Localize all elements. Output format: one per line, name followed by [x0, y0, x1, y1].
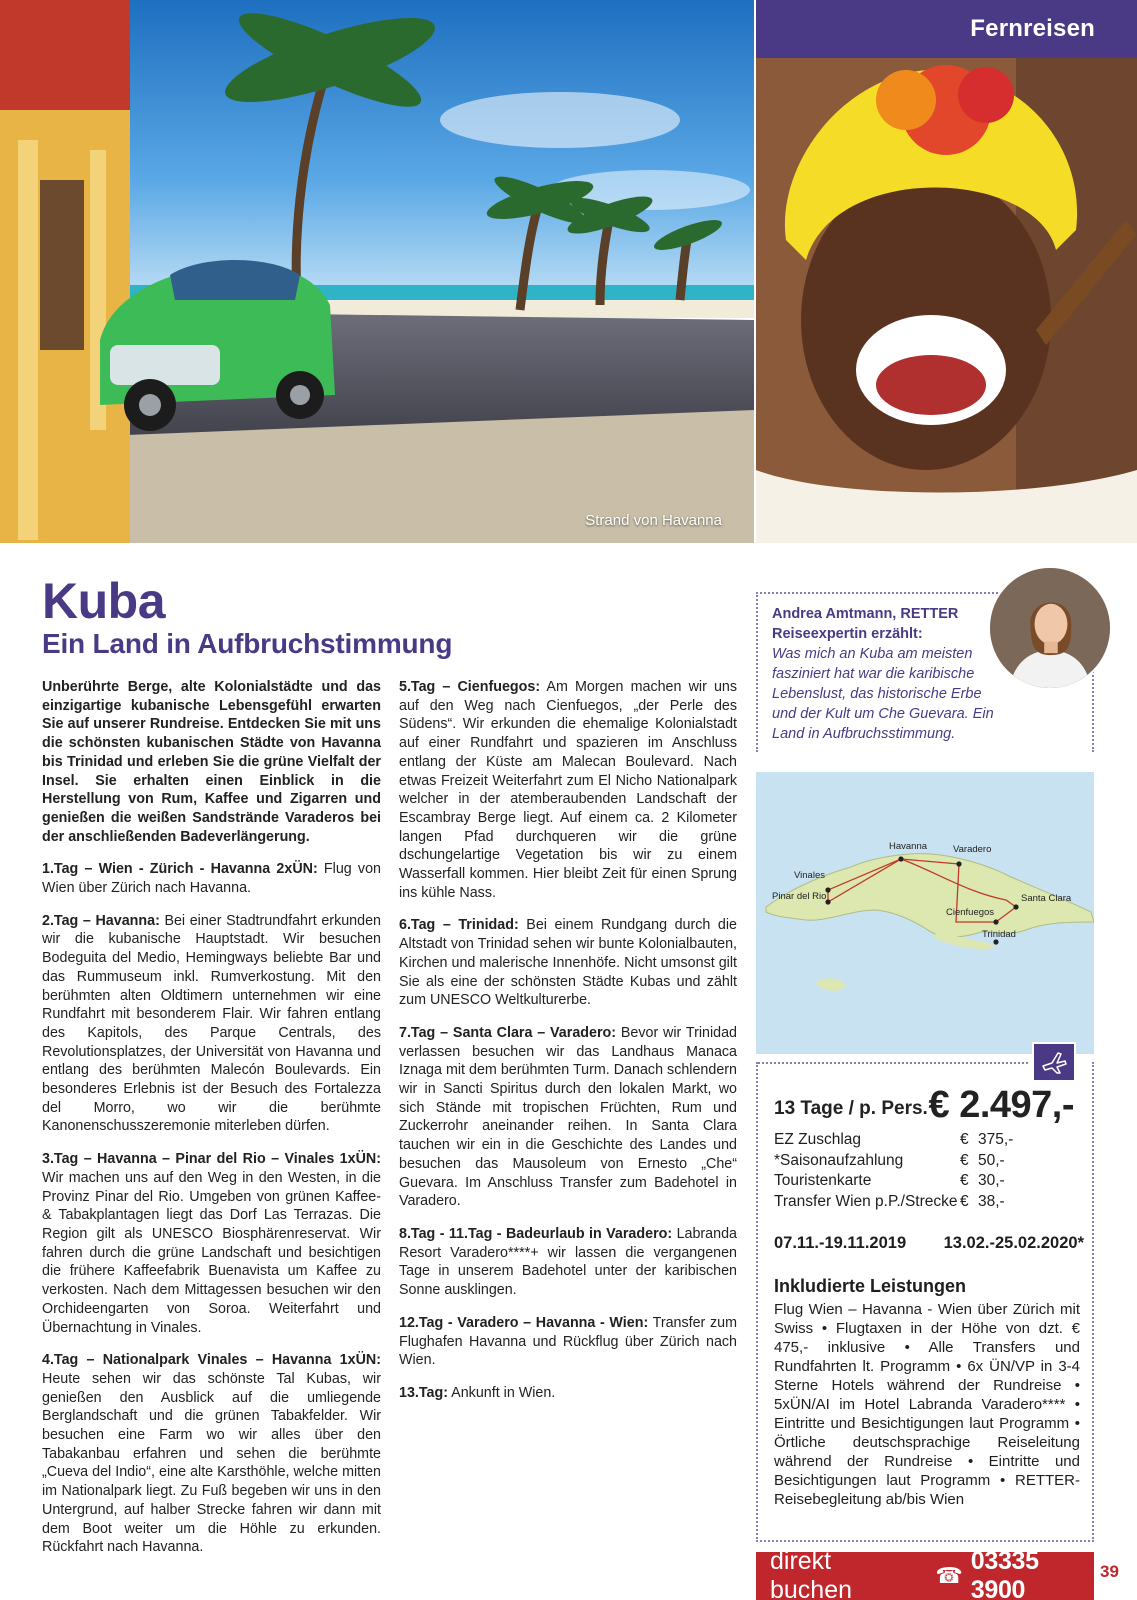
itinerary-day: 2.Tag – Havanna: Bei einer Stadtrundfahrt erkunden wir die kubanische Hauptstadt. Wir besuchen Bodeguita del Medio, Hemingways beliebte Bar und das Rummuseum inkl. Rumverkostung. Mit den berühmten alten Oldtimern unternehmen wir eine Rundfahrt mit besonderem Flair. Wir fahren entlang des Kapitols, des Parque Centrals, des Revolutionsplatzes, der Universität von Havanna und entlang des berühmten Malecón Boulevards. Ein besonderes Erlebnis ist der Besuch des Fortalezza del Morro, wo wir die berühmte Kanonenschusszeremonie miterleben dürfen. [42, 912, 381, 1135]
intro-paragraph: Unberührte Berge, alte Kolonialstädte und das einzigartige kubanische Lebensgefühl erwarten Sie auf unserer Rundreise. Entdecken Sie mit uns die schönsten kubanischen Städte von Havanna bis Trinidad und erleben Sie die grüne Vielfalt der Insel. Sie erhalten einen Einblick in die Herstellung von Rum, Kaffee und Zigarren und genießen die weißen Sandstrände Varaderos bei der anschließenden Badeverlängerung. [42, 679, 381, 845]
map-city-label: Pinar del Rio [772, 891, 827, 902]
expert-avatar [988, 566, 1112, 690]
expert-text [772, 604, 1000, 744]
expert-role: Reiseexpertin erzählt: [772, 626, 923, 642]
map-city-label: Trinidad [982, 929, 1016, 940]
booking-bar[interactable] [756, 1547, 1094, 1600]
booking-label[interactable]: direkt buchen [770, 1547, 853, 1600]
itinerary-day: 6.Tag – Trinidad: Bei einem Rundgang durch die Altstadt von Trinidad sehen wir bunte Kolonialbauten, Kirchen und malerische Innenhöfe. Nicht umsonst gilt Sie als eine der schönsten Städte Kubas und zählt zum UNESCO Weltkulturerbe. [399, 917, 737, 1009]
section-tab: Fernreisen [756, 0, 1137, 58]
cuba-route-map [756, 772, 1094, 1054]
map-city-label: Vinales [794, 870, 825, 881]
article-column-2 [399, 678, 737, 1417]
havana-beach-photo [0, 0, 754, 543]
map-city-label: Cienfuegos [946, 907, 995, 918]
fee-row: Transfer Wien p.P./Strecke € 38,- [774, 1192, 1005, 1210]
included-text: Flug Wien – Havanna - Wien über Zürich mit Swiss • Flugtaxen in der Höhe von dzt. € 475,- inklusive • Alle Transfers und Rundfahrten lt. Programm • 6x ÜN/VP in 3-4 Sterne Hotels während der Rundreise • 5xÜN/AI im Hotel Labranda Varadero**** • Eintritte und Besichtigungen laut Programm • Örtliche deutschsprachige Reiseleitung während der Rundreise • Eintritte und Besichtigungen laut Programm • RETTER-Reisebegleitung ab/bis Wien [774, 1301, 1080, 1508]
included-title: Inkludierte Leistungen [774, 1276, 967, 1296]
map-city-label: Santa Clara [1021, 893, 1072, 904]
expert-name: Andrea Amtmann, RETTER [772, 606, 959, 622]
itinerary-day: 13.Tag: Ankunft in Wien. [399, 1384, 556, 1401]
fee-row: EZ Zuschlag € 375,- [774, 1131, 1014, 1148]
travel-date-2: 13.02.-25.02.2020* [943, 1234, 1084, 1252]
itinerary-day: 3.Tag – Havanna – Pinar del Rio – Vinales 1xÜN: Wir machen uns auf den Weg in den Westen, in die Provinz Pinar del Rio. Umgeben von grünen Kaffee- & Tabakplantagen liegt das Dorf Las Terrazas. Die Region gilt als UNESCO Biosphärenreservat. Wir fahren durch die grüne Landschaft und besichtigen die frühere Kaffeefabrik Buenavista um Kaffee zu verkosten. Nach dem Mittagessen besuchen wir den Orchideengarten von Soroa. Weiterfahrt und Übernachtung in Vinales. [42, 1151, 381, 1336]
itinerary-day: 5.Tag – Cienfuegos: Am Morgen machen wir uns auf den Weg nach Cienfuegos, „der Perle des Südens“. Wir erkunden die ehemalige Kolonialstadt auf einer Rundfahrt und spazieren im Anschluss entlang der Küste am Malecan Boulevard. Nach etwas Freizeit Weiterfahrt zum El Nicho Nationalpark welcher in der atemberaubenden Landschaft der Escambray Berge liegt. Auf einem ca. 2 Kilometer langen Pfad durchqueren wir die grüne dschungelartige Vegetation bis wir zu einem Wasserfall kommen. Hier bleibt Zeit für einen Sprung ins kühle Nass. [399, 679, 738, 901]
travel-date-1: 07.11.-19.11.2019 [774, 1234, 907, 1252]
fee-row: *Saisonaufzahlung € 50,- [774, 1151, 1005, 1169]
map-city-label: Varadero [953, 844, 992, 855]
itinerary-day: 7.Tag – Santa Clara – Varadero: Bevor wir Trinidad verlassen besuchen wir das Landhaus Manaca Iznaga mit dem berühmten Turm. Danach schlendern wir in Sancti Spiritus durch den lokalen Markt, wo sich Stände mit tropischen Früchten, Rum und Zuckerrohr aneinander reihen. In Santa Clara tauchen wir ein in die Geschichte des Landes und besuchen das Mausoleum von Ernesto „Che“ Guevara. Im Anschluss Transfer zum Badehotel in Varadero. [399, 1024, 737, 1210]
dotted-divider [758, 1062, 1028, 1064]
fee-list [774, 1130, 1084, 1212]
phone-icon: ☎ [935, 1563, 963, 1588]
plane-icon [1032, 1042, 1076, 1082]
page-number: 39 [1100, 1562, 1119, 1581]
itinerary-day: 12.Tag - Varadero – Havanna - Wien: Transfer zum Flughafen Havanna und Rückflug über Zürich nach Wien. [399, 1314, 737, 1369]
fee-row: Touristenkarte € 30,- [774, 1172, 1005, 1189]
cuban-woman-photo [756, 0, 1137, 543]
map-city-label: Havanna [889, 841, 928, 852]
itinerary-day: 4.Tag – Nationalpark Vinales – Havanna 1xÜN: Heute sehen wir das schönste Tal Kubas, wir genießen den Ausblick auf die umliegende Berglandschaft und die grünen Tabakfelder. Wir besuchen eine Farm wo wir alles über den Tabakanbau erfahren und sehen die berühmte „Cueva del Indio“, eine alte Karsthöhle, welche mitten im Nationalpark liegt. Zu Fuß begeben wir uns in den Untergrund, auf halber Strecke fahren wir dann mit dem Boot weiter um die Höhle zu erkunden. Rückfahrt nach Havanna. [42, 1352, 381, 1556]
page-subtitle: Ein Land in Aufbruchstimmung [42, 628, 453, 659]
article-column-1 [42, 678, 381, 1571]
itinerary-day: 8.Tag - 11.Tag - Badeurlaub in Varadero: Labranda Resort Varadero****+ wir lassen die vergangenen Tage in unserem Badehotel unter der karibischen Sonne ausklingen. [399, 1225, 737, 1299]
photo-caption: Strand von Havanna [585, 512, 722, 529]
expert-quote: Was mich an Kuba am meisten fasziniert hat war die karibische Lebenslust, das historische Erbe und der Kult um Che Guevara. Ein Land in Aufbruchsstimmung. [772, 646, 994, 742]
page-title: Kuba [42, 573, 165, 629]
trip-price: € 2.497,- [928, 1084, 1074, 1126]
phone-number[interactable]: 03335 3900 [970, 1547, 1039, 1600]
itinerary-day: 1.Tag – Wien - Zürich - Havanna 2xÜN: Flug von Wien über Zürich nach Havanna. [42, 861, 381, 897]
travel-dates [774, 1234, 1084, 1253]
price-box [756, 1062, 1094, 1542]
trip-duration: 13 Tage / p. Pers. [774, 1098, 928, 1119]
